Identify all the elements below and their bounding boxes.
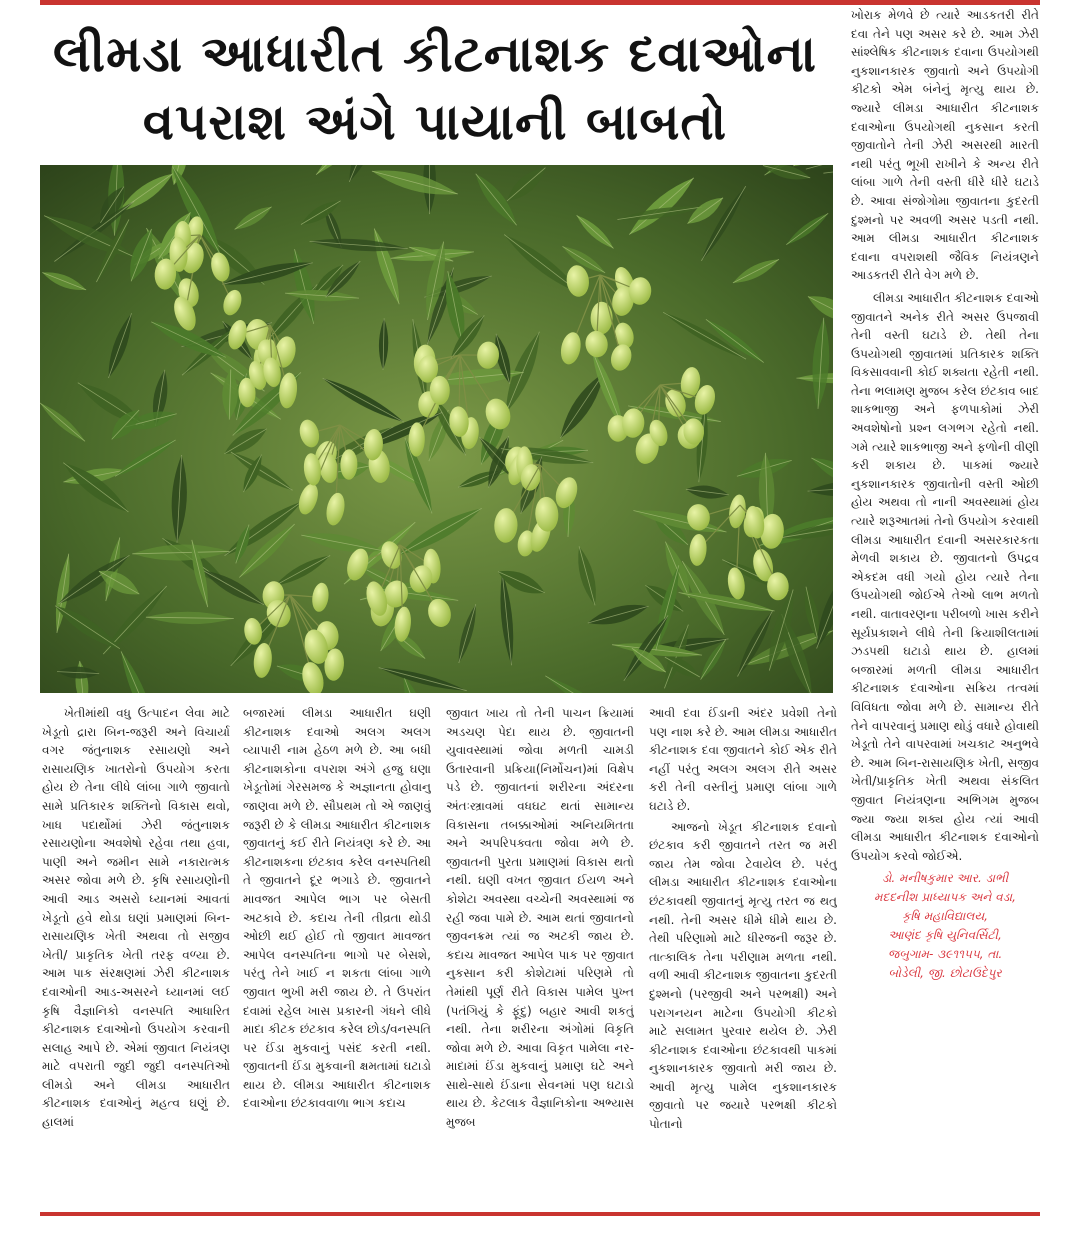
column-4-paragraph-1: આવી દવા ઈંડાની અંદર પ્રવેશી તેનો પણ નાશ કરે છે. આમ લીમડા આધારીત કીટનાશક દવા જીવાતને કોઈ એક રીતે નહીં પરંતુ અલગ અલગ રીતે અસર કરી તેની વસ્તીનું પ્રમાણ લાંબા ગાળે ઘટાડે છે. <box>649 706 837 813</box>
article-headline <box>40 20 830 156</box>
bottom-red-rule <box>40 1212 1040 1216</box>
author-address-2: બોડેલી, જી. છોટાઉદેપુર <box>888 966 1002 981</box>
author-byline <box>851 869 1039 983</box>
headline-line-2: વપરાશ અંગે પાયાની બાબતો <box>142 93 728 151</box>
column-2-text: બજારમાં લીમડા આધારીત ઘણી કીટનાશક દવાઓ અલગ અલગ વ્યાપારી નામ હેઠળ મળે છે. આ બધી કીટનાશકોના વપરાશ અંગે હજુ ઘણા ખેડૂતોમાં ગેરસમજ કે અજ્ઞાનતા હોવાનુ જાણવા મળે છે. સૌપ્રથમ તો એ જાણવું જરૂરી છે કે લીમડા આધારીત કીટનાશક જીવાતનું કઈ રીતે નિયંત્રણ કરે છે. આ કીટનાશકના છંટકાવ કરેલ વનસ્પતિથી તે જીવાતને દૂર ભગાડે છે. જીવાતને માવજત આપેલ ભાગ પર બેસતી અટકાવે છે. કદાચ તેની તીવ્રતા થોડી ઓછી થઈ હોઈ તો જીવાત માવજત આપેલ વનસ્પતિના ભાગો પર બેસશે, પરંતુ તેને ખાઈ ન શકતા લાંબા ગાળે જીવાત ભુખી મરી જાય છે. તે ઉપરાંત દવામાં રહેલ ખાસ પ્રકારની ગંધને લીધે માદા કીટક છંટકાવ કરેલ છોડ/વનસ્પતિ પર ઈંડા મુકવાનું પસંદ કરતી નથી. જીવાતની ઈંડા મુકવાની ક્ષમતામાં ઘટાડો થાય છે. લીમડા આધારીત કીટનાશક દવાઓના છંટકાવવાળા ભાગ કદાચ <box>243 706 431 1111</box>
author-college: કૃષિ મહાવિદ્યાલય, <box>901 909 988 924</box>
article-column-2 <box>243 704 431 1206</box>
author-designation: મદદનીશ પ્રાધ્યાપક અને વડા, <box>874 890 1016 905</box>
neem-fruits-photo <box>40 165 833 693</box>
column-5-paragraph-1: ખોરાક મેળવે છે ત્યારે આડકતરી રીતે દવા તેને પણ અસર કરે છે. આમ ઝેરી સાંશ્લેષિક કીટનાશક દવાના ઉપયોગથી નુકશાનકારક જીવાતો અને ઉપયોગી કીટકો એમ બંનેનું મૃત્યુ થાય છે. જ્યારે લીમડા આધારીત કીટનાશક દવાઓના ઉપયોગથી નુકસાન કરતી જીવાતોને તેની ઝેરી અસરથી મારતી નથી પરંતુ ભૂખી રાખીને કે અન્ય રીતે લાંબા ગાળે તેની વસ્તી ધીરે ધીરે ઘટાડે છે. આવા સંજોગોમા જીવાતના કુદરતી દુશ્મનો પર અવળી અસર પડતી નથી. આમ લીમડા આધારીત કીટનાશક દવાના વપરાશથી જૈવિક નિયંત્રણને આડકતરી રીતે વેગ મળે છે. <box>851 8 1039 283</box>
author-name: ડો. મનીષકુમાર આર. ડાભી <box>881 871 1009 886</box>
article-column-5 <box>851 6 1039 1206</box>
article-column-1 <box>42 704 230 1206</box>
column-4-paragraph-2: આજનો ખેડૂત કીટનાશક દવાનો છંટકાવ કરી જીવાતને તરત જ મરી જાય તેમ જોવા ટેવાયેલ છે. પરંતુ લીમડા આધારીત કીટનાશક દવાઓના છંટકાવથી જીવાતનું મૃત્યુ તરત જ થતુ નથી. તેની અસર ધીમે ધીમે થાય છે. તેથી પરિણામો માટે ધીરજની જરૂર છે. તાત્કાલિક તેના પરીણામ મળતા નથી. વળી આવી કીટનાશક જીવાતના કુદરતી દુશ્મનો (પરજીવી અને પરભક્ષી) અને પરાગનયન માટેના ઉપયોગી કીટકો માટે સલામત પુરવાર થયેલ છે. ઝેરી કીટનાશક દવાઓના છંટકાવથી પાકમાં નુકશાનકારક જીવાતો મરી જાય છે. આવી મૃત્યુ પામેલ નુકશાનકારક જીવાતો પર જયારે પરભક્ષી કીટકો પોતાનો <box>649 819 837 1132</box>
column-1-text: ખેતીમાંથી વધુ ઉત્પાદન લેવા માટે ખેડૂતો દ્રારા બિન-જરૂરી અને વિચાર્યા વગર જંતુનાશક રસાયણો અને રાસાયણિક ખાતરોનો ઉપયોગ કરતા હોય છે તેના લીધે લાંબા ગાળે જીવાતો સામે પ્રતિકારક શક્તિનો વિકાસ થવો, ખાધ પદાર્થોમાં ઝેરી જંતુનાશક રસાયણોના અવશેષો રહેવા તથા હવા, પાણી અને જમીન સામે નકારાત્મક અસર જોવા મળે છે. કૃષિ રસાયણોની આવી આડ અસરો ધ્યાનમાં આવતાં ખેડૂતો હવે થોડા ઘણાં પ્રમાણમાં બિન-રાસાયણિક ખેતી અથવા તો સજીવ ખેતી/ પ્રાકૃતિક ખેતી તરફ વળ્યા છે. આમ પાક સંરક્ષણમાં ઝેરી કીટનાશક દવાઓની આડ-અસરને ધ્યાનમાં લઈ કૃષિ વૈજ્ઞાનિકો વનસ્પતિ આધારિત કીટનાશક દવાઓનો ઉપયોગ કરવાની સલાહ આપે છે. એમાં જીવાત નિયંત્રણ માટે વપરાતી જુદી જુદી વનસ્પતિઓ લીમડો અને લીમડા આધારીત કીટનાશક દવાઓનું મહત્વ ઘણું છે. હાલમાં <box>42 706 230 1130</box>
column-5-paragraph-2: લીમડા આધારીત કીટનાશક દવાઓ જીવાતને અનેક રીતે અસર ઉપજાવી તેની વસ્તી ઘટાડે છે. તેથી તેના ઉપયોગથી જીવાતમાં પ્રતિકારક શક્તિ વિકસાવવાની કોઈ શક્યતા રહેતી નથી. તેના ભલામણ મુજબ કરેલ છંટકાવ બાદ શાકભાજી અને ફળપાકોમાં ઝેરી અવશેષોનો પ્રશ્ન લગભગ રહેતો નથી. ગમે ત્યારે શાકભાજી અને ફળોની વીણી કરી શકાય છે. પાકમાં જ્યારે નુકશાનકારક જીવાતોની વસ્તી ઓછી હોય અથવા તો નાની અવસ્થામાં હોય ત્યારે શરૂઆતમાં તેનો ઉપયોગ કરવાથી લીમડા આધારીત દવાની અસરકારકતા મેળવી શકાય છે. જીવાતનો ઉપદ્રવ એકદમ વધી ગયો હોય ત્યારે તેના ઉપયોગથી જોઈએ તેઓ લાભ મળતો નથી. વાતાવરણના પરીબળો ખાસ કરીને સૂર્યપ્રકાશને લીધે તેની ક્રિયાશીલતામાં ઝડપથી ઘટાડો થાય છે. હાલમાં બજારમાં મળતી લીમડા આધારીત કીટનાશક દવાઓના સક્રિય તત્વમાં વિવિધતા જોવા મળે છે. સામાન્ય રીતે તેને વાપરવાનું પ્રમાણ થોડું વધારે હોવાથી ખેડૂતો તેને વાપરવામાં ખચકાટ અનુભવે છે. આમ બિન-રાસાયણિક ખેતી, સજીવ ખેતી/પ્રાકૃતિક ખેતી અથવા સંકલિત જીવાત નિયંત્રણના અભિગમ મુજબ જ્યા જ્યા શક્ય હોય ત્યાં આવી લીમડા આધારીત કીટનાશક દવાઓનો ઉપયોગ કરવો જોઈએ. <box>851 290 1039 863</box>
column-3-text: જીવાત ખાય તો તેની પાચન ક્રિયામાં અડચણ પેદા થાય છે. જીવાતની યુવાવસ્થામાં જોવા મળતી ચામડી ઉતારવાની પ્રક્રિયા(નિર્મોચન)માં વિક્ષેપ પડે છે. જીવાતનાં શરીરના અંદરના અંતઃસ્ત્રાવમાં વધઘટ થતાં સામાન્ય વિકાસના તબક્કાઓમાં અનિયમિતતા અને અપરિપક્વતા જોવા મળે છે. જીવાતની પુરતા પ્રમાણમાં વિકાસ થતો નથી. ઘણી વખત જીવાત ઈયળ અને કોશેટા અવસ્થા વચ્ચેની અવસ્થામાં જ રહી જવા પામે છે. આમ થતાં જીવાતનો જીવનક્રમ ત્યાં જ અટકી જાય છે. કદાચ માવજત આપેલ પાક પર જીવાત નુકસાન કરી કોશેટામાં પરિણમે તો તેમાંથી પૂર્ણ રીતે વિકાસ પામેલ પુખ્ત (પતંગિયું કે ફૂંદુ) બહાર આવી શકતું નથી. તેના શરીરના અંગોમાં વિકૃતિ જોવા મળે છે. આવા વિકૃત પામેલા નર-માદામાં ઈંડા મુકવાનું પ્રમાણ ઘટે અને સાથે-સાથે ઈંડાના સેવનમાં પણ ઘટાડો થાય છે. કેટલાક વૈજ્ઞાનિકોના અભ્યાસ મુજબ <box>446 706 634 1130</box>
article-column-3 <box>446 704 634 1206</box>
top-red-rule <box>40 0 1040 5</box>
author-university: આણંદ કૃષિ યુનિવર્સિટી, <box>888 928 1002 943</box>
article-column-4 <box>649 704 837 1206</box>
author-address-1: જબુગામ- ૩૯૧૧૫૫, તા. <box>887 947 1003 962</box>
headline-line-1: લીમડા આધારીત કીટનાશક દવાઓના <box>53 25 817 83</box>
